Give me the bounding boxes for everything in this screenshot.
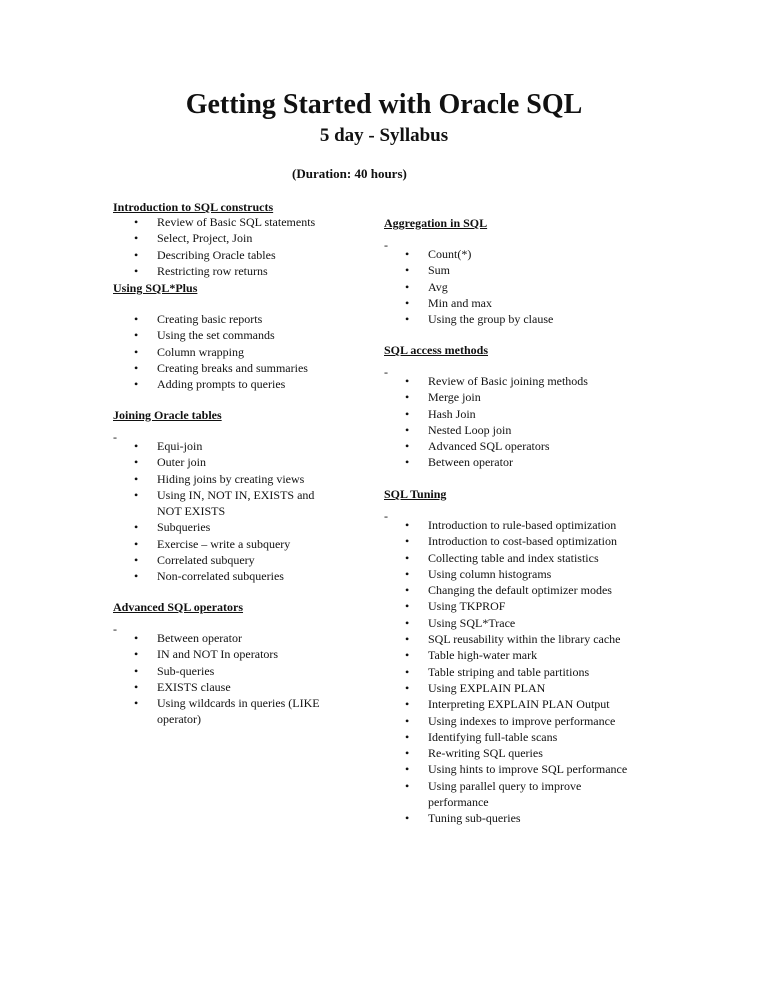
- list-item: • Using column histograms: [405, 566, 552, 581]
- list-item: • Merge join: [405, 390, 481, 405]
- list-item: • Using EXPLAIN PLAN: [405, 680, 546, 695]
- list-item: • Using parallel query to improve performance: [405, 778, 582, 810]
- bullet-icon: •: [405, 550, 410, 565]
- list-item: • Outer join: [134, 455, 206, 470]
- list-item: • Creating basic reports: [134, 312, 263, 326]
- bullet-icon: •: [134, 377, 139, 392]
- list-item: • Tuning sub-queries: [405, 811, 521, 826]
- list-item: • Avg: [405, 279, 448, 294]
- bullet-icon: •: [405, 762, 410, 777]
- bullet-icon: •: [134, 631, 139, 645]
- bullet-icon: •: [405, 729, 410, 744]
- list-item: • Identifying full-table scans: [405, 729, 558, 744]
- section-list-access-methods: [384, 373, 654, 471]
- bullet-icon: •: [134, 439, 139, 453]
- bullet-icon: •: [405, 632, 410, 647]
- dash-marker: -: [113, 622, 117, 636]
- dash-marker: -: [384, 238, 388, 252]
- bullet-icon: •: [134, 471, 139, 486]
- document-subtitle: 5 day - Syllabus: [319, 125, 449, 146]
- bullet-icon: •: [405, 778, 410, 793]
- duration-label: (Duration: 40 hours): [292, 166, 407, 181]
- list-item: • Select, Project, Join: [134, 231, 253, 246]
- bullet-icon: •: [134, 487, 139, 502]
- bullet-icon: •: [405, 746, 410, 761]
- list-item: • Describing Oracle tables: [134, 247, 276, 262]
- section-heading-access-methods: SQL access methods: [384, 343, 489, 357]
- list-item: • Re-writing SQL queries: [405, 746, 543, 761]
- list-item: • Review of Basic joining methods: [405, 374, 588, 388]
- list-item: • Correlated subquery: [134, 553, 255, 568]
- bullet-icon: •: [134, 696, 139, 711]
- list-item: • Introduction to cost-based optimization: [405, 534, 617, 549]
- dash-marker: -: [384, 509, 388, 523]
- section-list-joining-tables: [113, 438, 383, 585]
- section-heading-aggregation: Aggregation in SQL: [384, 216, 488, 230]
- bullet-icon: •: [405, 390, 410, 405]
- list-item: • Using indexes to improve performance: [405, 713, 616, 728]
- bullet-icon: •: [134, 360, 139, 375]
- bullet-icon: •: [134, 215, 139, 229]
- list-item: • IN and NOT In operators: [134, 647, 279, 662]
- list-item: • Using hints to improve SQL performance: [405, 762, 628, 777]
- bullet-icon: •: [405, 664, 410, 679]
- list-item: • Between operator: [405, 455, 513, 470]
- bullet-icon: •: [405, 534, 410, 549]
- list-item: • Sub-queries: [134, 663, 215, 678]
- section-heading-sqlplus: Using SQL*Plus: [113, 281, 198, 295]
- list-item: • Nested Loop join: [405, 422, 512, 437]
- bullet-icon: •: [405, 697, 410, 712]
- list-item: • Equi-join: [134, 439, 203, 453]
- section-heading-joining-tables: Joining Oracle tables: [113, 408, 222, 422]
- list-item: • Advanced SQL operators: [405, 439, 550, 454]
- bullet-icon: •: [405, 374, 410, 388]
- list-item: • Table striping and table partitions: [405, 664, 590, 679]
- bullet-icon: •: [405, 455, 410, 470]
- dash-marker: -: [384, 365, 388, 379]
- bullet-icon: •: [405, 713, 410, 728]
- section-list-sqlplus: [113, 311, 383, 392]
- bullet-icon: •: [405, 680, 410, 695]
- list-item: • Hiding joins by creating views: [134, 471, 305, 486]
- list-item: • Introduction to rule-based optimization: [405, 518, 617, 532]
- bullet-icon: •: [134, 231, 139, 246]
- list-item: • Review of Basic SQL statements: [134, 215, 316, 229]
- section-list-advanced-operators: [113, 630, 383, 728]
- list-item: • Non-correlated subqueries: [134, 569, 284, 584]
- bullet-icon: •: [405, 422, 410, 437]
- list-item: • Using the set commands: [134, 328, 275, 343]
- bullet-icon: •: [134, 328, 139, 343]
- list-item: • Interpreting EXPLAIN PLAN Output: [405, 697, 610, 712]
- bullet-icon: •: [405, 615, 410, 630]
- section-heading-sql-tuning: SQL Tuning: [384, 487, 447, 501]
- bullet-icon: •: [134, 663, 139, 678]
- dash-marker: -: [113, 430, 117, 444]
- list-item: • Restricting row returns: [134, 263, 268, 278]
- document-title: Getting Started with Oracle SQL: [185, 89, 583, 120]
- bullet-icon: •: [134, 312, 139, 326]
- bullet-icon: •: [134, 553, 139, 568]
- bullet-icon: •: [405, 312, 410, 327]
- bullet-icon: •: [405, 811, 410, 826]
- list-item: • Exercise – write a subquery: [134, 536, 291, 551]
- list-item: • Adding prompts to queries: [134, 377, 286, 392]
- bullet-icon: •: [405, 279, 410, 294]
- section-list-sql-tuning: [384, 517, 654, 827]
- list-item: • Min and max: [405, 295, 492, 310]
- section-list-aggregation: [384, 246, 654, 327]
- bullet-icon: •: [405, 406, 410, 421]
- list-item: • Count(*): [405, 247, 472, 261]
- list-item: • Using SQL*Trace: [405, 615, 516, 630]
- list-item: • Hash Join: [405, 406, 476, 421]
- list-item: • Changing the default optimizer modes: [405, 583, 612, 598]
- section-list-intro-sql: [113, 214, 383, 279]
- bullet-icon: •: [134, 520, 139, 535]
- bullet-icon: •: [405, 648, 410, 663]
- bullet-icon: •: [405, 518, 410, 532]
- bullet-icon: •: [405, 566, 410, 581]
- bullet-icon: •: [405, 247, 410, 261]
- list-item: • Table high-water mark: [405, 648, 538, 663]
- bullet-icon: •: [134, 647, 139, 662]
- list-item: • Collecting table and index statistics: [405, 550, 599, 565]
- list-item: • Using TKPROF: [405, 599, 506, 614]
- list-item: • Using IN, NOT IN, EXISTS and NOT EXISTS: [134, 487, 315, 519]
- bullet-icon: •: [134, 344, 139, 359]
- bullet-icon: •: [405, 263, 410, 278]
- list-item: • Using the group by clause: [405, 312, 554, 327]
- bullet-icon: •: [134, 569, 139, 584]
- bullet-icon: •: [134, 263, 139, 278]
- list-item: • Creating breaks and summaries: [134, 360, 308, 375]
- list-item: • Between operator: [134, 631, 242, 645]
- list-item: • Subqueries: [134, 520, 211, 535]
- bullet-icon: •: [134, 679, 139, 694]
- bullet-icon: •: [405, 295, 410, 310]
- section-heading-intro-sql: Introduction to SQL constructs: [113, 200, 274, 214]
- bullet-icon: •: [134, 247, 139, 262]
- list-item: • EXISTS clause: [134, 679, 231, 694]
- bullet-icon: •: [134, 455, 139, 470]
- list-item: • SQL reusability within the library cache: [405, 632, 621, 647]
- bullet-icon: •: [405, 583, 410, 598]
- bullet-icon: •: [134, 536, 139, 551]
- bullet-icon: •: [405, 439, 410, 454]
- section-heading-advanced-operators: Advanced SQL operators: [113, 600, 244, 614]
- list-item: • Using wildcards in queries (LIKE operator): [134, 696, 320, 727]
- list-item: • Column wrapping: [134, 344, 244, 359]
- list-item: • Sum: [405, 263, 451, 278]
- bullet-icon: •: [405, 599, 410, 614]
